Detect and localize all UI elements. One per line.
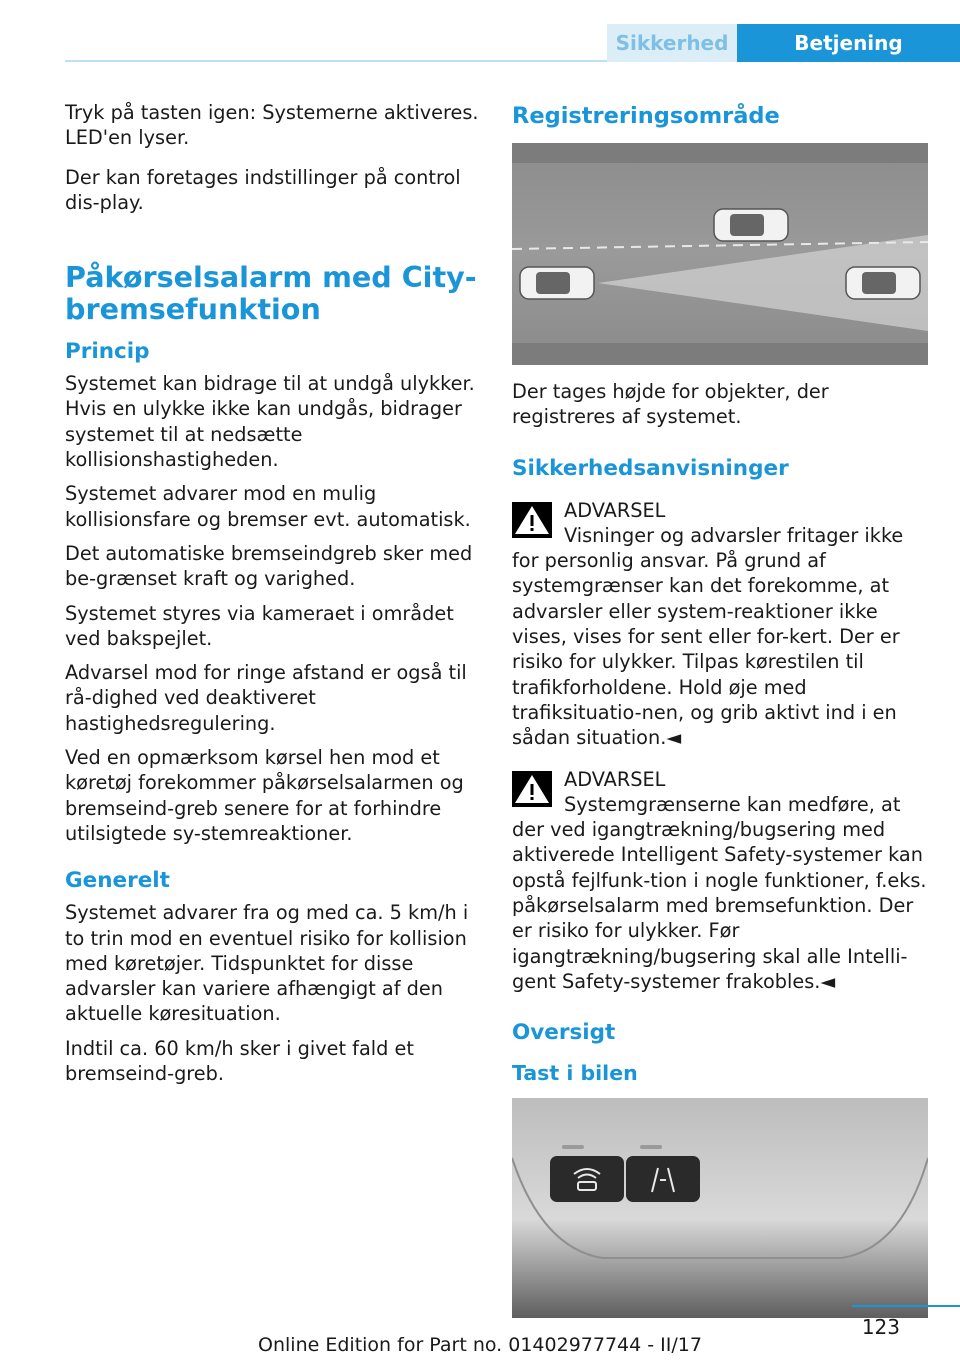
paragraph: Indtil ca. 60 km/h sker i givet fald et bremseind-greb. xyxy=(65,1036,414,1086)
footer-edition: Online Edition for Part no. 01402977744 - II/17 xyxy=(258,1334,702,1356)
car-icon xyxy=(520,267,594,299)
paragraph: Det automatiske bremseindgreb sker med be-grænset kraft og varighed. xyxy=(65,541,473,591)
warning-text: Systemgrænserne kan medføre, at der ved igangtrækning/bugsering med aktiverede Intelligent Safety-systemer kan opstå fejlfunk-tion i nogle funktioner, f.eks. påkørselsalarm med bremsefunktion. Der er risiko for ulykker. Før igangtrækning/bugsering skal alle Intelli-gent Safety-systemer frakobles.◄ xyxy=(512,792,927,993)
subheading-princip: Princip xyxy=(65,339,150,365)
paragraph: Ved en opmærksom kørsel hen mod et køretøj forekommer påkørselsalarmen og bremseind-greb senere for at forhindre utilsigtede sy-stemreaktioner. xyxy=(65,746,464,845)
paragraph: Systemet advarer mod en mulig kollisionsfare og bremser evt. automatisk. xyxy=(65,482,471,531)
detection-area-illustration xyxy=(512,143,928,365)
warning-title: ADVARSEL xyxy=(564,767,666,791)
warning-box xyxy=(512,767,928,995)
figure-caption: Der tages højde for objekter, der registreres af systemet. xyxy=(512,380,829,429)
tab-sikkerhed[interactable]: Sikkerhed xyxy=(607,24,737,62)
tab-betjening[interactable]: Betjening xyxy=(737,24,960,62)
subheading-tast-i-bilen: Tast i bilen xyxy=(512,1061,638,1086)
page-number-rule xyxy=(852,1305,960,1307)
warning-icon xyxy=(512,502,552,538)
car-buttons-photo xyxy=(512,1098,928,1318)
warning-text: Visninger og advarsler fritager ikke for personlig ansvar. På grund af systemgrænser kan det forekomme, at advarsler eller system-reaktioner ikke vises, vises for sent eller for-kert. Der er risiko for ulykker. Tilpas kørestilen til trafikforholdene. Hold øje med trafiksituatio-nen, og grib aktivt ind i en sådan situation.◄ xyxy=(512,523,904,750)
paragraph: Der kan foretages indstillinger på control dis-play. xyxy=(65,165,461,214)
subheading-sikkerhedsanvisninger: Sikkerhedsanvisninger xyxy=(512,455,789,481)
subheading-registreringsomraade: Registreringsområde xyxy=(512,103,780,129)
paragraph: Systemet styres via kameraet i området ved bakspejlet. xyxy=(65,601,454,650)
right-column xyxy=(512,100,928,1332)
paragraph: Tryk på tasten igen: Systemerne aktiveres. LED'en lyser. xyxy=(65,101,479,150)
car-icon xyxy=(846,267,920,299)
subheading-oversigt: Oversigt xyxy=(512,1020,616,1046)
warning-icon xyxy=(512,771,552,807)
page-number: 123 xyxy=(861,1315,900,1339)
warning-box xyxy=(512,498,928,751)
left-column xyxy=(65,100,485,1095)
warning-title: ADVARSEL xyxy=(564,498,666,522)
subheading-generelt: Generelt xyxy=(65,868,170,894)
paragraph: Advarsel mod for ringe afstand er også til rå-dighed ved deaktiveret hastighedsregulering. xyxy=(65,661,467,735)
car-icon xyxy=(714,209,788,241)
section-title: Påkørselsalarm med City-bremsefunktion xyxy=(65,260,477,327)
paragraph: Systemet kan bidrage til at undgå ulykker. Hvis en ulykke ikke kan undgås, bidrager systemet til at nedsætte kollisionshastigheden. xyxy=(65,372,475,472)
paragraph: Systemet advarer fra og med ca. 5 km/h i to trin mod en eventuel risiko for kollision med køretøjer. Tidspunktet for disse advarsler kan variere afhængigt af den aktuelle køresituation. xyxy=(65,901,469,1026)
